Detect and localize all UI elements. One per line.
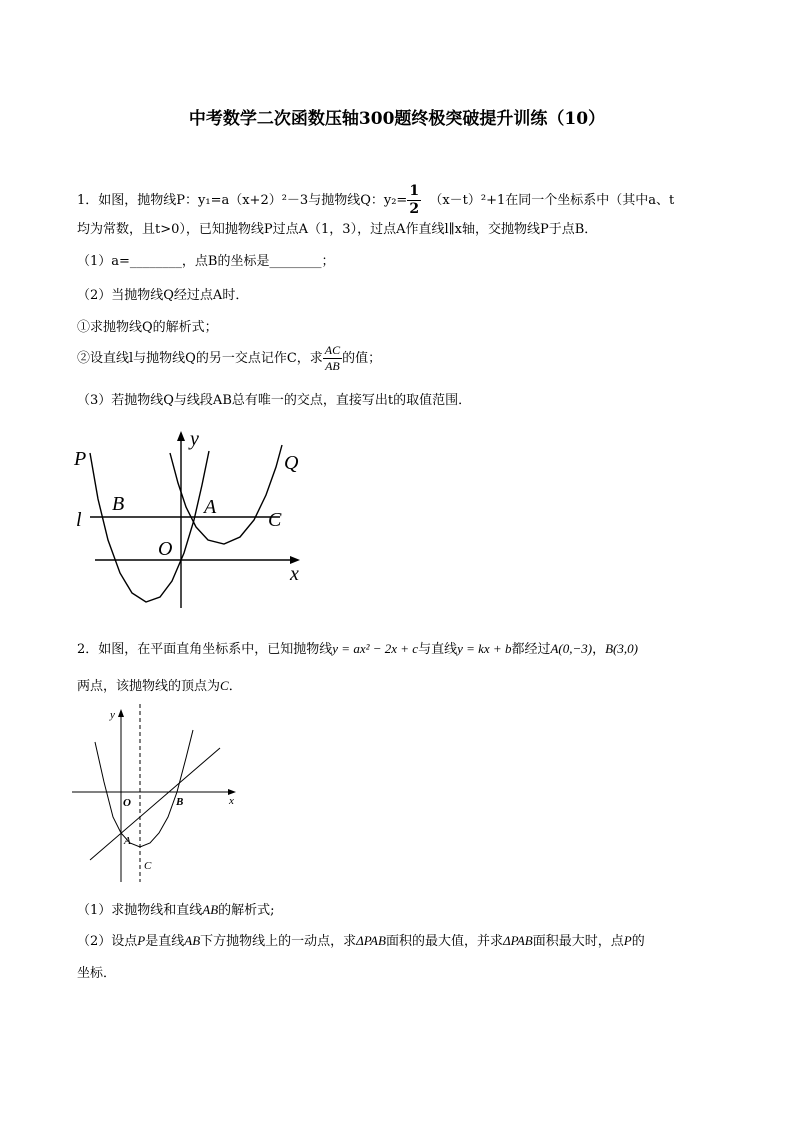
q2-sub2-triangle-1: ΔPAB (356, 933, 386, 948)
q2-text-a: 2．如图，在平面直角坐标系中，已知抛物线 (77, 642, 333, 657)
q1-sub-1: （1）a=________，点B的坐标是________； (77, 254, 335, 269)
q2-eq-line: y = kx + b (457, 641, 512, 656)
q2-sub2-text-c: 下方抛物线上的一动点，求 (200, 934, 357, 949)
label-c: C (268, 509, 282, 531)
q1-line-1 (77, 183, 674, 218)
q1-sub-2-2-text-b: 的值； (342, 351, 382, 366)
q2-text-b: 与直线 (418, 642, 458, 657)
q1-text-a: 1．如图，抛物线P：y₁=a（x+2）²－3与抛物线Q：y₂= (77, 193, 408, 208)
q2-point-a: A(0,−3) (550, 641, 593, 656)
label-p: P (74, 448, 87, 470)
q2-sub2-text-a: （2）设点 (77, 934, 138, 949)
q1-sub-2-2-text-a: ②设直线l与抛物线Q的另一交点记作C，求 (77, 351, 323, 366)
q2-sub1-text-a: （1）求抛物线和直线 (77, 903, 203, 918)
q2-sub-1 (77, 899, 275, 918)
q2-line2-text-b: ． (228, 679, 242, 694)
q2-sub2-text-b: 是直线 (145, 934, 185, 949)
q2-sub2-text-f: 的 (631, 934, 645, 949)
q1-figure (70, 425, 310, 610)
parabola-p (90, 451, 209, 602)
page-title: 中考数学二次函数压轴300题终极突破提升训练（10） (188, 109, 606, 129)
q1-frac-num: 1 (409, 183, 420, 199)
q2-sub2-triangle-2: ΔPAB (502, 933, 533, 948)
q2-line2-text-a: 两点，该抛物线的顶点为 (77, 679, 221, 694)
q2-sub1-text-b: 的解析式; (218, 903, 275, 918)
q2-eq-parabola: y = ax² − 2x + c (332, 641, 419, 656)
label-l: l (76, 509, 82, 531)
q2-point-b: B(3,0) (605, 641, 638, 656)
q2-text-c: 都经过 (511, 642, 551, 657)
q2-line-1 (77, 638, 638, 657)
q2-sub-2-line-2: 坐标． (77, 966, 117, 981)
q2-sub2-p: P (137, 933, 146, 948)
label-x: x (229, 795, 234, 807)
label-q: Q (284, 452, 299, 474)
label-b: B (176, 796, 184, 808)
label-a: A (204, 496, 217, 518)
label-a: A (124, 835, 131, 847)
q1-text-b: （x－t）²+1在同一个坐标系中（其中a、t (429, 193, 675, 208)
q2-sub2-ab: AB (184, 933, 201, 948)
ab-den: AB (325, 359, 340, 373)
q2-sub2-text-d: 面积的最大值，并求 (385, 934, 503, 949)
q2-sub2-p2: P (623, 933, 632, 948)
q2-line-2 (77, 675, 242, 694)
y-axis-arrow (177, 431, 185, 441)
label-b: B (112, 493, 125, 515)
q1-sub-2-1: ①求抛物线Q的解析式； (77, 320, 218, 335)
q1-sub-2: （2）当抛物线Q经过点A时． (77, 288, 249, 303)
q2-figure (68, 702, 243, 887)
parabola (95, 730, 193, 847)
label-o: O (123, 797, 131, 809)
ac-ab-fraction (323, 343, 342, 374)
label-x: x (290, 563, 299, 585)
label-o: O (158, 538, 173, 560)
label-c: C (144, 860, 152, 872)
q1-fraction (407, 183, 421, 218)
ac-num: AC (324, 343, 341, 357)
q2-sub2-text-e: 面积最大时，点 (532, 934, 624, 949)
q2-vertex: C (220, 678, 229, 693)
q1-sub-3: （3）若抛物线Q与线段AB总有唯一的交点，直接写出t的取值范围． (77, 393, 472, 408)
q2-sep: ， (592, 642, 606, 657)
q2-sub-2 (77, 930, 645, 949)
q1-line-2: 均为常数，且t>0），已知抛物线P过点A（1，3），过点A作直线l∥x轴，交抛物线P于点B． (77, 222, 598, 237)
q1-frac-den: 2 (409, 201, 420, 217)
q1-sub-2-2 (77, 343, 381, 374)
label-y: y (190, 428, 199, 450)
label-y: y (110, 709, 115, 721)
parabola-q (170, 445, 282, 544)
q2-sub1-ab: AB (202, 902, 219, 917)
y-axis-arrow (118, 709, 124, 717)
